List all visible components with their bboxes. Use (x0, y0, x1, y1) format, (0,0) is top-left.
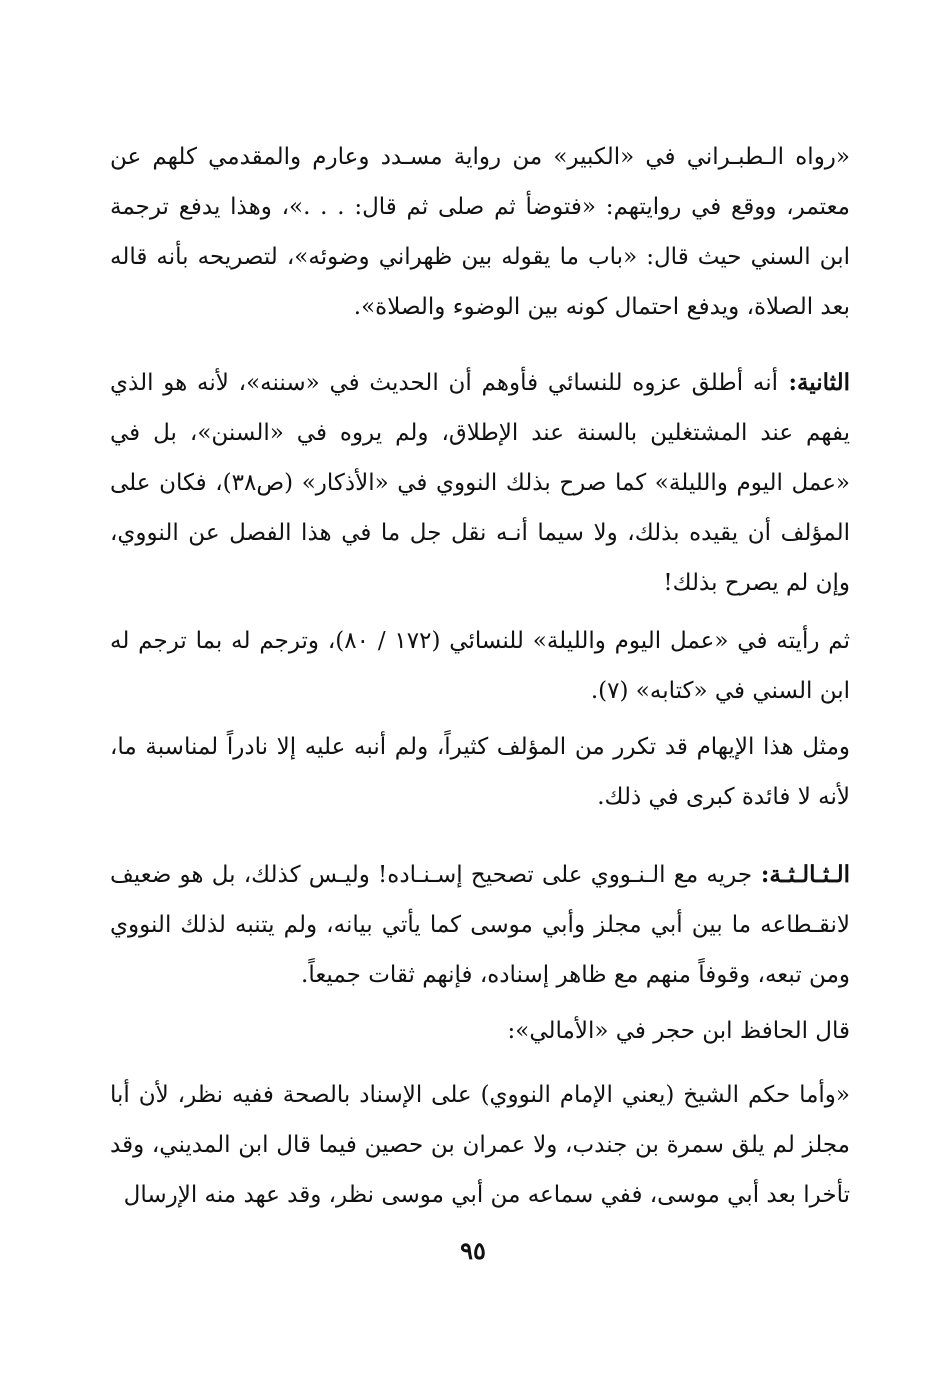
paragraph-text: «رواه الـطبـراني في «الكبير» من رواية مسـدد وعارم والمقدمي كلهم عن معتمر، ووقع في روايتهم: «فتوضأ ثم صلى ثم قال: . . .»، وهذا يدفع ترجمة ابن السني حيث قال: «باب ما يقوله بين ظهراني وضوئه»، لتصريحه بأنه قاله بعد الصلاة، ويدفع احتمال كونه بين الوضوء والصلاة». (110, 144, 850, 320)
paragraph-body: جريه مع الـنـووي على تصحيح إسـنـاده! وليـس كذلك، بل هو ضعيف لانقـطاعه ما بين أبي مجلز وأبي موسى كما يأتي بيانه، ولم يتنبه لذلك النووي ومن تبعه، وقوفاً منهم مع ظاهر إسناده، فإنهم ثقات جميعاً. (110, 862, 850, 988)
paragraph-ambiguity-note (110, 722, 850, 822)
paragraph-second-point (110, 358, 850, 608)
paragraph-body: أنه أطلق عزوه للنسائي فأوهم أن الحديث في «سننه»، لأنه هو الذي يفهم عند المشتغلين بالسنة عند الإطلاق، ولم يروه في «السنن»، بل في «عمل اليوم والليلة» كما صرح بذلك النووي في «الأذكار» (ص٣٨)، فكان على المؤلف أن يقيده بذلك، ولا سيما أنـه نقل جل ما في هذا الفصل عن النووي، وإن لم يصرح بذلك! (110, 370, 850, 596)
paragraph-text (110, 850, 850, 1000)
paragraph-text: «وأما حكم الشيخ (يعني الإمام النووي) على الإسناد بالصحة ففيه نظر، لأن أبا مجلز لم يلق سمرة بن جندب، ولا عمران بن حصين فيما قال ابن المديني، وقد تأخرا بعد أبي موسى، ففي سماعه من أبي موسى نظر، وقد عهد منه الإرسال (110, 1082, 850, 1208)
paragraph-lead: الـثـالـثـة: (752, 861, 851, 888)
paragraph-third-point (110, 850, 850, 1000)
page-number: ٩٥ (460, 1236, 486, 1265)
paragraph-ibn-hajar-quote (110, 1070, 850, 1220)
paragraph-text (110, 358, 850, 608)
paragraph-quote-tabarani (110, 132, 850, 332)
paragraph-lead: الثانية: (778, 369, 850, 396)
paragraph-text: قال الحافظ ابن حجر في «الأمالي»: (507, 1018, 850, 1044)
paragraph-text: ثم رأيته في «عمل اليوم والليلة» للنسائي (١٧٢ / ٨٠)، وترجم له بما ترجم له ابن السني في «كتابه» (٧). (110, 628, 850, 704)
paragraph-nasai-note (110, 616, 850, 716)
paragraph-text: ومثل هذا الإيهام قد تكرر من المؤلف كثيراً، ولم أنبه عليه إلا نادراً لمناسبة ما، لأنه لا فائدة كبرى في ذلك. (110, 734, 850, 810)
paragraph-ibn-hajar-intro (110, 1006, 850, 1056)
